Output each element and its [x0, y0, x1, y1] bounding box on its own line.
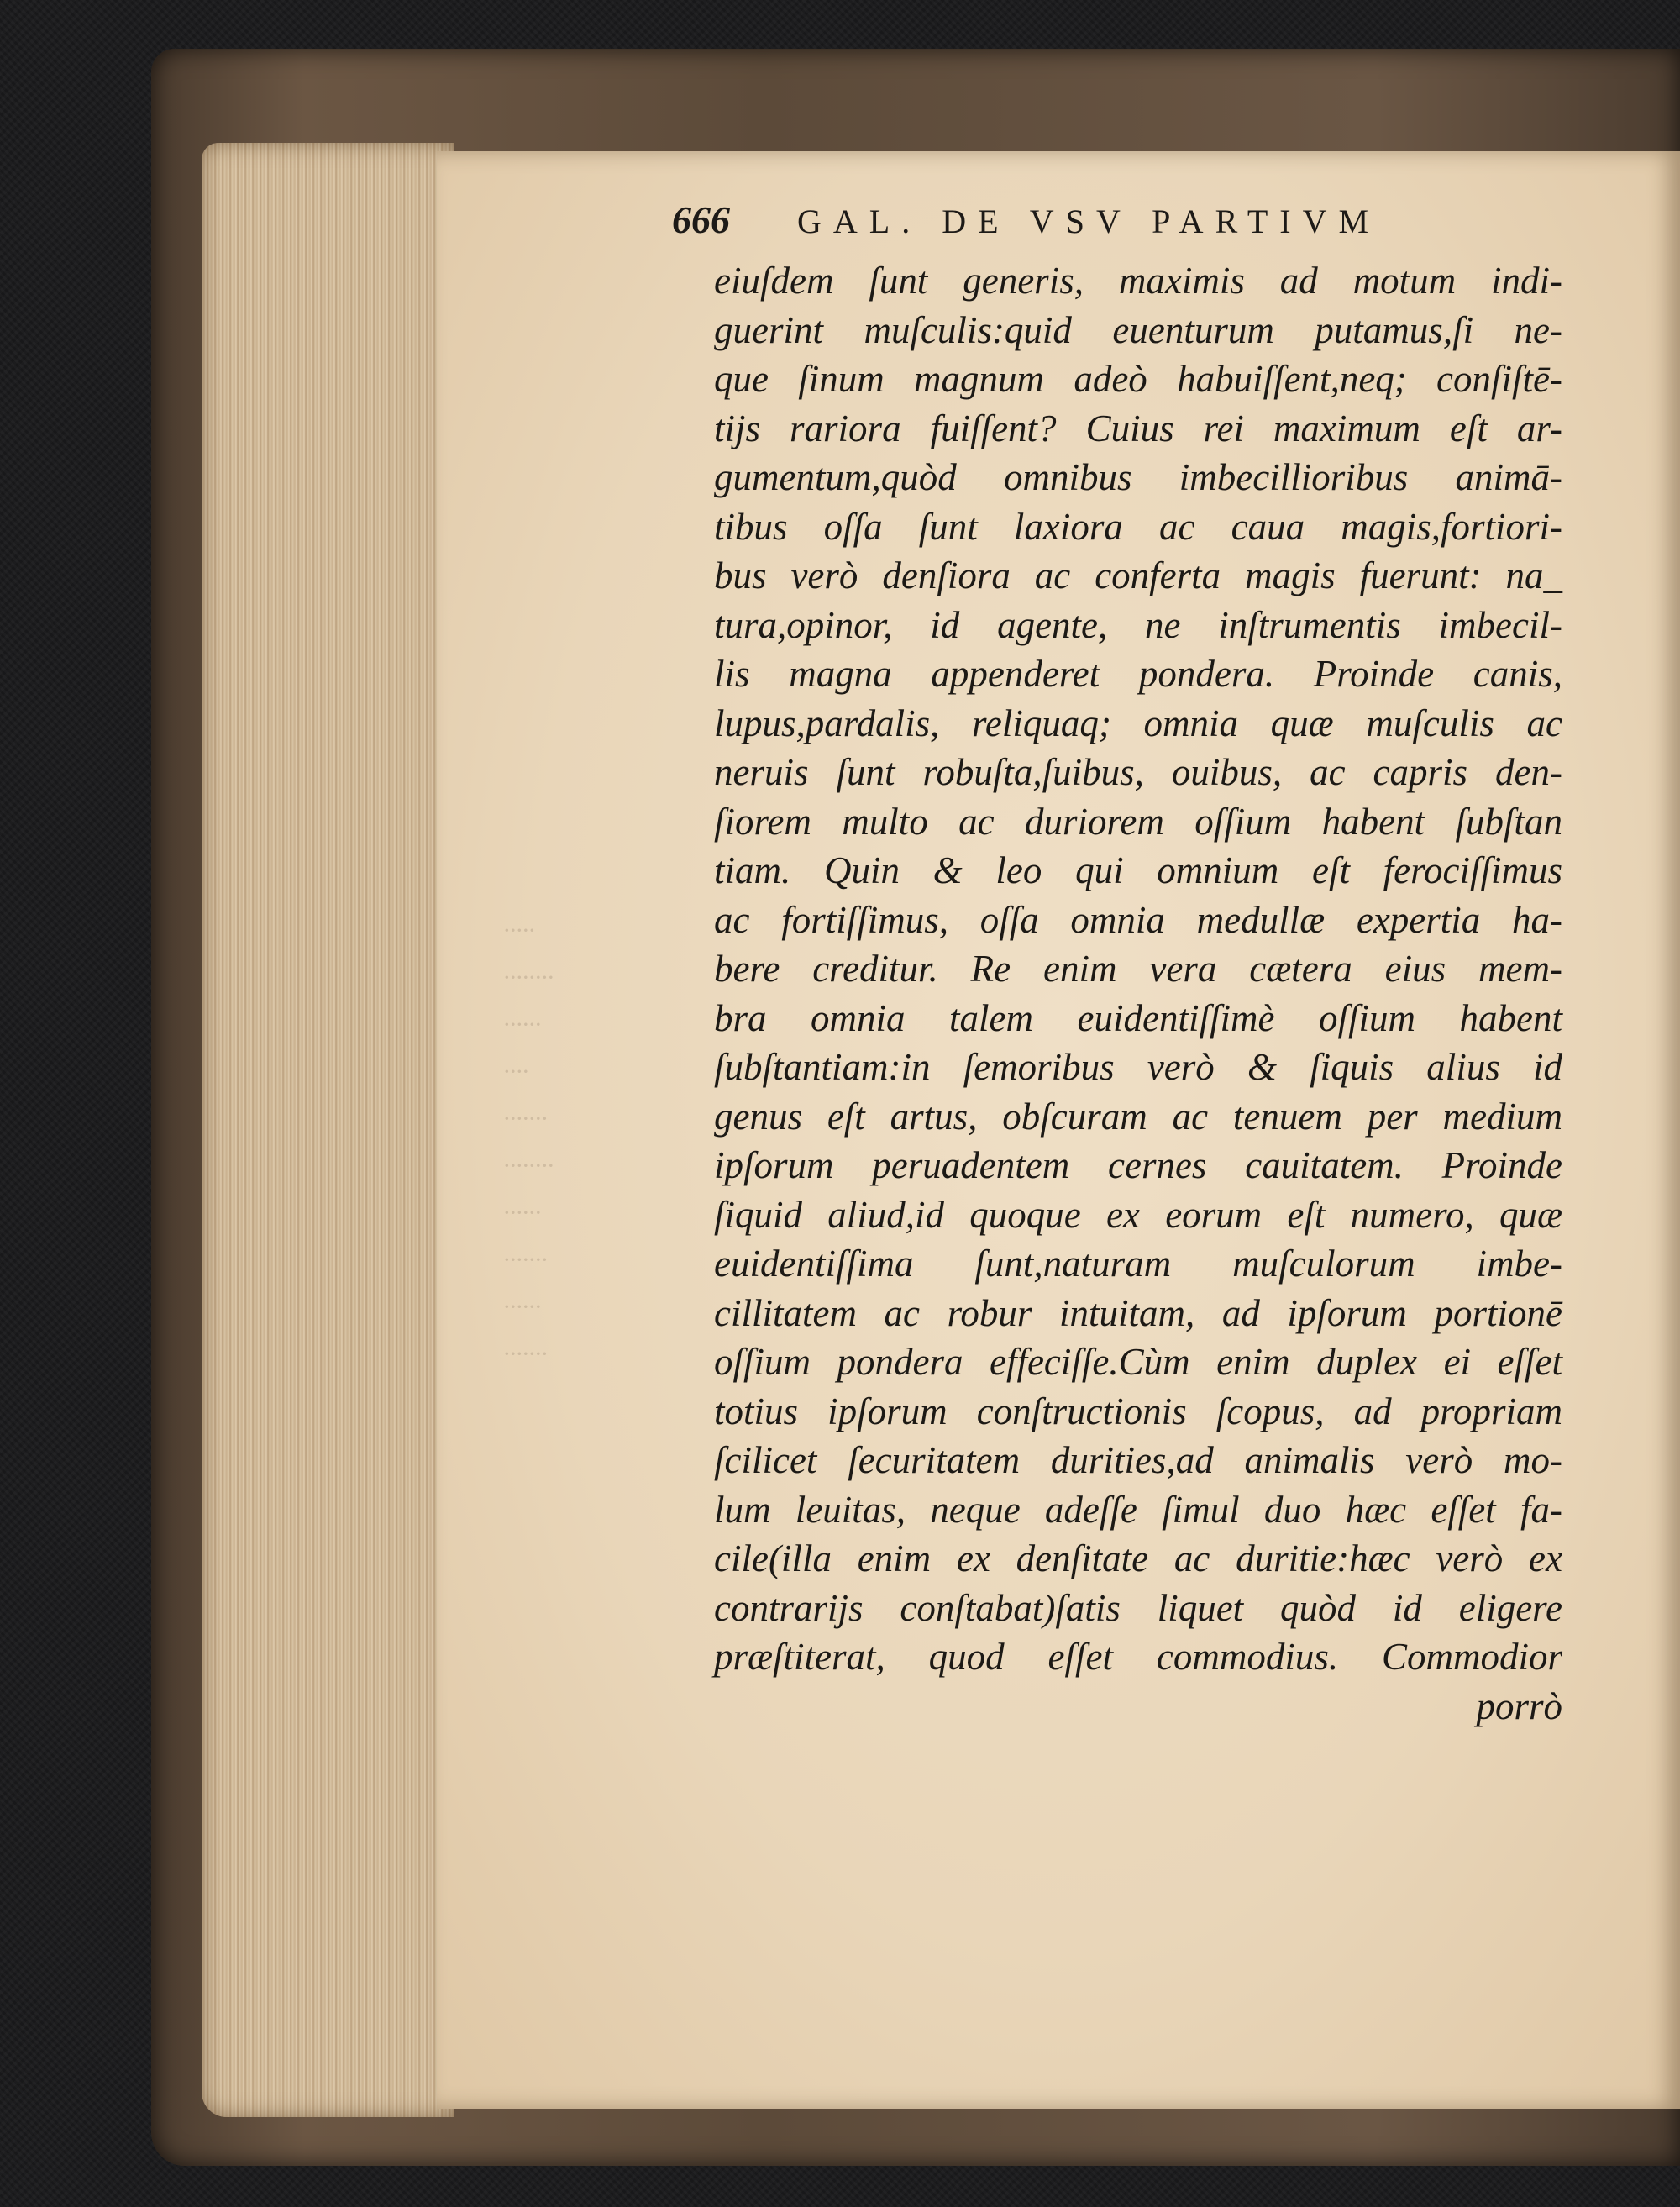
- catchword: porrò: [1476, 1684, 1562, 1727]
- text-line: genus eſt artus, obſcuram ac tenuem per medium: [714, 1095, 1562, 1138]
- text-line: totius ipſorum conſtructionis ſcopus, ad propriam: [714, 1390, 1562, 1432]
- text-line: bere creditur. Re enim vera cætera eius mem-: [714, 948, 1562, 990]
- body-text: [714, 256, 1562, 1731]
- text-line: lupus,pardalis, reliquaq; omnia quæ muſculis ac: [714, 702, 1562, 744]
- text-line: tibus oſſa ſunt laxiora ac caua magis,fortiori-: [714, 505, 1562, 548]
- text-line: ſiorem multo ac duriorem oſſium habent ſubſtan: [714, 800, 1562, 843]
- text-line: lum leuitas, neque adeſſe ſimul duo hæc eſſet fa-: [714, 1488, 1562, 1531]
- text-line: ſubſtantiam:in ſemoribus verò & ſiquis alius id: [714, 1046, 1562, 1088]
- running-title: GAL. DE VSV PARTIVM: [797, 202, 1381, 240]
- text-line: neruis ſunt robuſta,ſuibus, ouibus, ac capris den-: [714, 751, 1562, 793]
- text-line: gumentum,quòd omnibus imbecillioribus animā-: [714, 456, 1562, 498]
- text-line: tura,opinor, id agente, ne inſtrumentis imbecil-: [714, 603, 1562, 646]
- text-line: cile(illa enim ex denſitate ac duritie:hæc verò ex: [714, 1537, 1562, 1579]
- bleed-through-text: ····· ········ ······ ···· ······· ········ ······ ······· ······ ·······: [504, 917, 554, 1368]
- text-line: præſtiterat, quod eſſet commodius. Commodior: [714, 1636, 1562, 1678]
- page-edges: [202, 143, 454, 2117]
- text-line: guerint muſculis:quid euenturum putamus,ſi ne-: [714, 308, 1562, 351]
- text-line: ſiquid aliud,id quoque ex eorum eſt numero, quæ: [714, 1193, 1562, 1236]
- text-line: que ſinum magnum adeò habuiſſent,neq; conſiſtē-: [714, 358, 1562, 400]
- text-line: cillitatem ac robur intuitam, ad ipſorum portionē: [714, 1291, 1562, 1334]
- text-line: lis magna appenderet pondera. Proinde canis,: [714, 653, 1562, 695]
- text-line: bus verò denſiora ac conferta magis fuerunt: na_: [714, 554, 1562, 596]
- text-line: tijs rariora fuiſſent? Cuius rei maximum eſt ar-: [714, 407, 1562, 449]
- running-head: [672, 197, 1512, 248]
- text-line: contrarijs conſtabat)ſatis liquet quòd id eligere: [714, 1586, 1562, 1629]
- text-line: bra omnia talem euidentiſſimè oſſium habent: [714, 996, 1562, 1039]
- text-line: ſcilicet ſecuritatem durities,ad animalis verò mo-: [714, 1439, 1562, 1481]
- page-number: 666: [672, 198, 730, 241]
- text-line: ipſorum peruadentem cernes cauitatem. Proinde: [714, 1144, 1562, 1186]
- text-line: tiam. Quin & leo qui omnium eſt ferociſſimus: [714, 849, 1562, 891]
- text-line: euidentiſſima ſunt,naturam muſculorum imbe-: [714, 1243, 1562, 1285]
- text-line: ac fortiſſimus, oſſa omnia medullæ expertia ha-: [714, 898, 1562, 941]
- text-line: eiuſdem ſunt generis, maximis ad motum indi-: [714, 260, 1562, 302]
- text-line: oſſium pondera effeciſſe.Cùm enim duplex ei eſſet: [714, 1341, 1562, 1383]
